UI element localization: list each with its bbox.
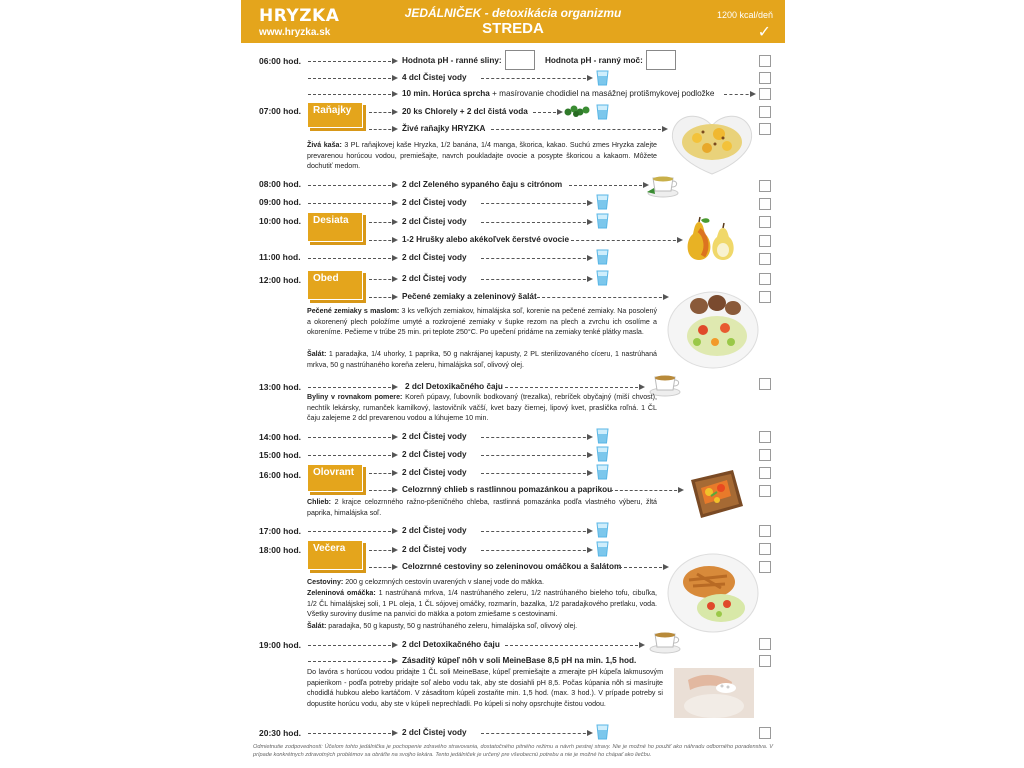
- salad-recipe-text: 1 paradajka, 1/4 uhorky, 1 paprika, 50 g nakrájanej kapusty, 2 PL sterilizovaného cíceru, 1 nastrúhaná mrkva, 50 g nastrúhaného koreňa zeleru, himalájska soľ, olivový olej.: [307, 350, 657, 369]
- checkbox-0700-chlorella[interactable]: [759, 106, 771, 118]
- bread-image: [683, 466, 747, 522]
- salad2-recipe-text: paradajka, 50 g kapusty, 50 g nastrúhaného zeleru, himalájska soľ, olivový olej.: [326, 622, 578, 630]
- sauce-recipe: [307, 588, 657, 620]
- time-1400: 14:00 hod.: [259, 432, 302, 442]
- arrow: [369, 567, 396, 568]
- checkbox-1000-fruit[interactable]: [759, 235, 771, 247]
- day-title: STREDA: [482, 20, 544, 37]
- water-label: 2 dcl Čistej vody: [402, 526, 467, 535]
- checkbox-1600-water[interactable]: [759, 467, 771, 479]
- water-glass-icon: [596, 194, 609, 210]
- arrow: [369, 112, 396, 113]
- checkbox-0900[interactable]: [759, 198, 771, 210]
- checkbox-0600-shower[interactable]: [759, 88, 771, 100]
- bread-recipe-title: Chlieb:: [307, 498, 332, 506]
- bread-recipe-text: 2 krajce celozrnného ražno-pšeničného chleba, rastlinná pomazánka podľa vlastného výberu, žltá paprika, himalájska soľ.: [307, 498, 657, 517]
- pasta-image: [667, 552, 759, 634]
- arrow: [481, 222, 591, 223]
- meal-badge-dinner: Večera: [307, 540, 363, 570]
- tea-cup-icon: [645, 172, 679, 198]
- water-glass-icon: [596, 541, 609, 557]
- ph-saliva-label: Hodnota pH - ranné sliny:: [402, 56, 502, 65]
- arrow: [571, 240, 681, 241]
- water-label: 2 dcl Čistej vody: [402, 274, 467, 283]
- pears-image: [683, 216, 739, 262]
- meal-badge-lunch: Obed: [307, 270, 363, 300]
- checkbox-0600-ph[interactable]: [759, 55, 771, 67]
- arrow: [481, 78, 591, 79]
- lunch-label: Pečené zemiaky a zeleninový šalát: [402, 292, 537, 301]
- arrow: [369, 129, 396, 130]
- water-glass-icon: [596, 724, 609, 740]
- arrow: [308, 258, 396, 259]
- time-2030: 20:30 hod.: [259, 728, 302, 738]
- shower-text: + masírovanie chodidiel na masážnej protišmykovej podložke: [489, 89, 715, 98]
- checkbox-2030[interactable]: [759, 727, 771, 739]
- arrow: [308, 437, 396, 438]
- meal-badge-snack: Desiata: [307, 212, 363, 242]
- chlorella-label: 20 ks Chlorely + 2 dcl čistá voda: [402, 107, 528, 116]
- checkbox-1600-bread[interactable]: [759, 485, 771, 497]
- detox-tea-label: 2 dcl Detoxikačného čaju: [402, 640, 500, 649]
- logo: HRYZKA: [259, 6, 340, 26]
- water-glass-icon: [596, 70, 609, 86]
- shower-bold: 10 min. Horúca sprcha: [402, 89, 490, 98]
- arrow: [308, 661, 396, 662]
- time-1900: 19:00 hod.: [259, 640, 302, 650]
- green-tea-label: 2 dcl Zeleného sypaného čaju s citrónom: [402, 180, 563, 189]
- water-glass-icon: [596, 249, 609, 265]
- breakfast-label: Živé raňajky HRYZKA: [402, 124, 486, 133]
- water-label: 2 dcl Čistej vody: [402, 253, 467, 262]
- arrow: [369, 240, 396, 241]
- checkbox-1200-water[interactable]: [759, 273, 771, 285]
- potato-recipe: [307, 306, 657, 338]
- checkbox-1500[interactable]: [759, 449, 771, 461]
- tea-cup-icon: [647, 628, 681, 654]
- time-1500: 15:00 hod.: [259, 450, 302, 460]
- fruit-label: 1-2 Hrušky alebo akékoľvek čerstvé ovocie: [402, 235, 570, 244]
- porridge-recipe: [307, 140, 657, 172]
- arrow: [308, 455, 396, 456]
- arrow: [369, 222, 396, 223]
- arrow: [481, 203, 591, 204]
- time-1200: 12:00 hod.: [259, 275, 302, 285]
- time-1800: 18:00 hod.: [259, 545, 302, 555]
- arrow: [619, 567, 667, 568]
- time-0700: 07:00 hod.: [259, 106, 302, 116]
- foot-bath-label: Zásaditý kúpeľ nôh v soli MeineBase 8,5 pH na min. 1,5 hod.: [402, 656, 637, 665]
- arrow: [481, 258, 591, 259]
- water-label: 2 dcl Čistej vody: [402, 198, 467, 207]
- document-title: JEDÁLNIČEK - detoxikácia organizmu: [404, 6, 622, 20]
- checkbox-1200-lunch[interactable]: [759, 291, 771, 303]
- water-glass-icon: [596, 213, 609, 229]
- detox-tea-label: 2 dcl Detoxikačného čaju: [405, 382, 503, 391]
- arrow: [505, 645, 643, 646]
- checkbox-1900-tea[interactable]: [759, 638, 771, 650]
- checkbox-0700-breakfast[interactable]: [759, 123, 771, 135]
- sauce-recipe-title: Zeleninová omáčka:: [307, 589, 376, 597]
- water-glass-icon: [596, 270, 609, 286]
- arrow: [369, 550, 396, 551]
- water-label: 2 dcl Čistej vody: [402, 217, 467, 226]
- menu-page: [241, 0, 785, 768]
- checkbox-1800-water[interactable]: [759, 543, 771, 555]
- porridge-recipe-title: Živá kaša:: [307, 141, 342, 149]
- potato-recipe-text: 3 ks veľkých zemiakov, himalájska soľ, korenie na pečené zemiaky. Na posolený a okorenený plech položíme umyté a rozkrojené zemiaky v šupke rezom na plech a zvrchu ich osolíme a okoreníme. Pečieme v trúbe 25 min. pri teplote 250°C. Po upečení pridáme na zemiaky tenké plátky masla.: [307, 307, 658, 337]
- shower-label: [402, 89, 714, 98]
- checkbox-1400[interactable]: [759, 431, 771, 443]
- salad-recipe: [307, 349, 657, 370]
- water-label: 2 dcl Čistej vody: [402, 728, 467, 737]
- water-label: 2 dcl Čistej vody: [402, 468, 467, 477]
- arrow: [308, 94, 396, 95]
- water-glass-icon: [596, 522, 609, 538]
- arrow: [481, 733, 591, 734]
- calorie-label: 1200 kcal/deň: [716, 10, 773, 20]
- time-0800: 08:00 hod.: [259, 179, 302, 189]
- arrow: [308, 733, 396, 734]
- herbs-recipe: [307, 392, 657, 424]
- arrow: [481, 455, 591, 456]
- foot-bath-image: [674, 668, 754, 718]
- arrow: [308, 185, 396, 186]
- bread-recipe: [307, 497, 657, 518]
- arrow: [610, 490, 682, 491]
- potatoes-salad-image: [667, 288, 759, 370]
- checkbox-1700[interactable]: [759, 525, 771, 537]
- sauce-recipe-text: 1 nastrúhaná mrkva, 1/4 nastrúhaného zeleru, 1/2 nastrúhaného bieleho tofu, cibuľka, 1/2 ČL himalájskej soli, 1 PL oleja, 1 ČL sójovej omáčky, rozmarín, bazalka, 1/2 paradajkového pretlaku, voda. Všetky suroviny dusíme na panvici do mäkka a potom zmiešame s cestovinami.: [307, 589, 658, 619]
- time-1700: 17:00 hod.: [259, 526, 302, 536]
- checkbox-1800-dinner[interactable]: [759, 561, 771, 573]
- herbs-recipe-title: Byliny v rovnakom pomere:: [307, 393, 403, 401]
- checkbox-1300[interactable]: [759, 378, 771, 390]
- arrow: [481, 550, 591, 551]
- salad2-recipe-title: Šalát:: [307, 622, 327, 630]
- arrow: [505, 387, 643, 388]
- meal-badge-olovrant: Olovrant: [307, 464, 363, 492]
- water-glass-icon: [596, 428, 609, 444]
- arrow: [308, 203, 396, 204]
- website-url[interactable]: www.hryzka.sk: [259, 27, 331, 38]
- time-0900: 09:00 hod.: [259, 197, 302, 207]
- checkbox-0600-water[interactable]: [759, 72, 771, 84]
- arrow: [369, 297, 396, 298]
- arrow: [308, 645, 396, 646]
- checkmark-icon: ✓: [757, 24, 771, 41]
- arrow: [724, 94, 754, 95]
- arrow: [569, 185, 647, 186]
- arrow: [308, 61, 396, 62]
- salad-recipe-title: Šalát:: [307, 350, 327, 358]
- water-label: 2 dcl Čistej vody: [402, 450, 467, 459]
- time-0600: 06:00 hod.: [259, 56, 302, 66]
- disclaimer: Odmietnutie zodpovednosti: Účelom tohto jedálnička je pochopenie zdravého stravovania, dostatočného pitného režimu a návrh pestrej stravy. Nie je možné ho použiť ako náhradu odborného poradenstva. V prípade konkrétnych zdravotných problémov sa obráťte na svojho lekára. Tento jedálniček je určený pre všeobecnú potrebu a nie je možné ho chápať ako liečbu.: [253, 744, 773, 758]
- herbs-recipe-text: Koreň púpavy, ľubovník bodkovaný (trezalka), rebríček obyčajný (miší chvost), nechtík lekársky, rumanček kamilkový, lastovičník väčší, kvet bazy čiernej, lipový kvet, praslička roľná. 1 ČL čaju zalejeme 2 dcl prevarenou vodou a lúhujeme 10 min.: [307, 393, 657, 423]
- salad2-recipe: [307, 621, 657, 632]
- water-glass-icon: [596, 104, 609, 120]
- bath-instructions: Do lavóra s horúcou vodou pridajte 1 ČL soli MeineBase, kúpeľ premiešajte a zmerajte pH kúpeľa lakmusovým papierikom - podľa potreby pridajte soľ alebo vodu tak, aby ste dosiahli pH 8,5. Počas kúpania nôh si masírujte chodidlá hubkou alebo kartáčom. V zásaditom kúpeli zostaňte min. 1,5 hod. (max. 3 hod.). V prípade potreby si dopustite horúcu vodu, aby ste v kúpeli neprechladli. Po kúpeli si nohy opsrchujte čistou vodou.: [307, 668, 663, 708]
- arrow: [533, 112, 561, 113]
- porridge-recipe-text: 3 PL raňajkovej kaše Hryzka, 1/2 banána, 1/4 manga, škorica, kakao. Suchú zmes Hryzka zalejte prevarenou horúcou vodou, premiešajte, navrch poukladajte ovocie a posypte škoricou a kakaom. Môžete dochutiť medom.: [307, 141, 657, 171]
- ph-urine-label: Hodnota pH - ranný moč:: [545, 56, 643, 65]
- pasta-recipe-title: Cestoviny:: [307, 578, 344, 586]
- pasta-recipe-text: 200 g celozrnných cestovín uvarených v slanej vode do mäkka.: [343, 578, 544, 586]
- checkbox-1100[interactable]: [759, 253, 771, 265]
- arrow: [369, 279, 396, 280]
- arrow: [369, 473, 396, 474]
- water-label: 2 dcl Čistej vody: [402, 432, 467, 441]
- dinner-label: Celozrnné cestoviny so zeleninovou omáčkou a šalátom: [402, 562, 622, 571]
- meal-badge-breakfast: Raňajky: [307, 102, 363, 128]
- arrow: [369, 490, 396, 491]
- water-glass-icon: [596, 464, 609, 480]
- water-label: 2 dcl Čistej vody: [402, 545, 467, 554]
- arrow: [481, 473, 591, 474]
- time-1600: 16:00 hod.: [259, 470, 302, 480]
- arrow: [491, 129, 666, 130]
- time-1100: 11:00 hod.: [259, 252, 301, 262]
- water-glass-icon: [596, 446, 609, 462]
- checkbox-0800[interactable]: [759, 180, 771, 192]
- porridge-image: [667, 110, 757, 176]
- arrow: [481, 279, 591, 280]
- arrow: [308, 531, 396, 532]
- time-1300: 13:00 hod.: [259, 382, 302, 392]
- checkbox-1000-water[interactable]: [759, 216, 771, 228]
- water-label: 4 dcl Čistej vody: [402, 73, 467, 82]
- arrow: [308, 78, 396, 79]
- pasta-recipe: [307, 577, 657, 588]
- arrow: [481, 531, 591, 532]
- bread-label: Celozrnný chlieb s rastlinnou pomazánkou a paprikou: [402, 485, 613, 494]
- potato-recipe-title: Pečené zemiaky s maslom:: [307, 307, 400, 315]
- time-1000: 10:00 hod.: [259, 216, 302, 226]
- header-bar: [241, 0, 785, 43]
- arrow: [537, 297, 667, 298]
- ph-saliva-field[interactable]: [505, 50, 535, 70]
- chlorella-tablets-icon: [563, 104, 591, 118]
- checkbox-1900-bath[interactable]: [759, 655, 771, 667]
- arrow: [481, 437, 591, 438]
- arrow: [308, 387, 396, 388]
- ph-urine-field[interactable]: [646, 50, 676, 70]
